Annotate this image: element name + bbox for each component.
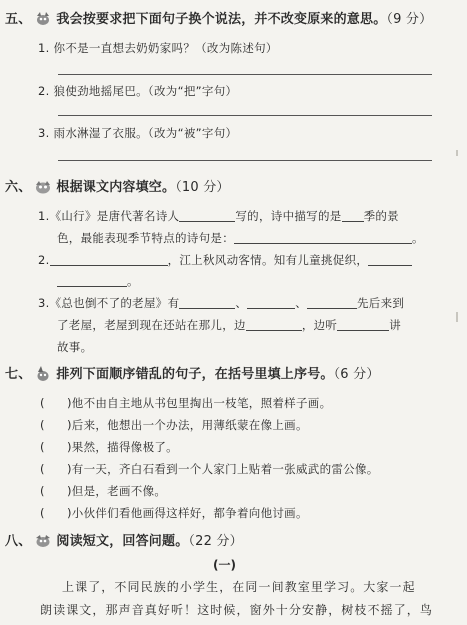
fill-question-3-cont: 了老屋，老屋到现在还站在那儿，边 ，边听 讲 [57, 318, 402, 332]
mascot-icon [33, 10, 53, 27]
order-item: ( )后来，他想出一个办法，用薄纸蒙在像上画。 [40, 418, 308, 432]
passage-line: 上课了，不同民族的小学生，在同一间教室里学习。大家一起 [62, 580, 416, 594]
order-item: ( )有一天，齐白石看到一个人家门上贴着一张威武的雷公像。 [40, 462, 379, 476]
fill-blank[interactable] [368, 253, 412, 266]
fill-blank[interactable] [246, 318, 302, 331]
fill-blank[interactable] [179, 296, 235, 309]
order-item: ( )果然，描得像极了。 [40, 440, 178, 454]
answer-line[interactable] [58, 115, 432, 116]
order-item: ( )他不由自主地从书包里掏出一枝笔，照着样子画。 [40, 396, 332, 410]
passage-line: 朗读课文，那声音真好听！这时候，窗外十分安静，树枝不摇了，鸟 [40, 603, 434, 617]
order-paren[interactable]: ( [40, 484, 45, 498]
order-item: ( )小伙伴们看他画得这样好，都争着向他讨画。 [40, 506, 308, 520]
question-1: 1. 你不是一直想去奶奶家吗？（改为陈述句） [38, 41, 278, 55]
scan-mark [456, 312, 458, 322]
mascot-icon [33, 365, 53, 382]
section6-heading [5, 176, 230, 195]
question-2: 2. 狼使劲地摇尾巴。（改为“把”字句） [38, 84, 238, 98]
fill-question-1: 1.《山行》是唐代著名诗人 写的，诗中描写的是 季的景 [38, 209, 399, 223]
section-title: 排列下面顺序错乱的句子，在括号里填上序号。 [56, 367, 334, 382]
section-score: （22 分） [188, 534, 243, 549]
section-score: （10 分） [175, 180, 230, 195]
question-3: 3. 雨水淋湿了衣服。（改为“被”字句） [38, 126, 238, 140]
fill-blank[interactable] [342, 209, 364, 222]
section-score: （9 分） [386, 12, 433, 27]
fill-blank[interactable] [307, 296, 357, 309]
section-number: 五、 [5, 12, 32, 27]
order-paren[interactable]: ( [40, 418, 45, 432]
order-item: ( )但是，老画不像。 [40, 484, 167, 498]
mascot-icon [33, 532, 53, 549]
fill-question-3-end: 故事。 [57, 340, 93, 354]
answer-line[interactable] [58, 160, 432, 161]
passage-part-label: (一) [213, 558, 236, 572]
section-score: （6 分） [333, 367, 380, 382]
fill-blank[interactable] [50, 253, 168, 266]
fill-question-2-cont: 。 [57, 273, 139, 289]
fill-blank[interactable] [337, 318, 389, 331]
fill-question-1-cont: 色，最能表现季节特点的诗句是： 。 [57, 231, 424, 245]
fill-blank[interactable] [179, 209, 235, 222]
order-paren[interactable]: ( [40, 462, 45, 476]
section8-heading [5, 530, 243, 549]
fill-blank[interactable] [234, 231, 412, 244]
section-number: 七、 [5, 367, 32, 382]
fill-blank[interactable] [57, 274, 127, 287]
answer-line[interactable] [58, 74, 432, 75]
section-title: 根据课文内容填空。 [56, 180, 176, 195]
order-paren[interactable]: ( [40, 506, 45, 520]
fill-question-2: 2. ，江上秋风动客情。知有儿童挑促织， [38, 252, 412, 268]
order-paren[interactable]: ( [40, 440, 45, 454]
scan-mark [456, 150, 458, 156]
section-number: 八、 [5, 534, 32, 549]
section7-heading [5, 363, 380, 382]
section5-heading [5, 8, 432, 27]
section-title: 阅读短文，回答问题。 [56, 534, 189, 549]
fill-blank[interactable] [247, 296, 295, 309]
order-paren[interactable]: ( [40, 396, 45, 410]
section-title: 我会按要求把下面句子换个说法，并不改变原来的意思。 [56, 12, 387, 27]
section-number: 六、 [5, 180, 32, 195]
fill-question-3: 3.《总也倒不了的老屋》有 、 、 先后来到 [38, 296, 405, 310]
mascot-icon [33, 178, 53, 195]
